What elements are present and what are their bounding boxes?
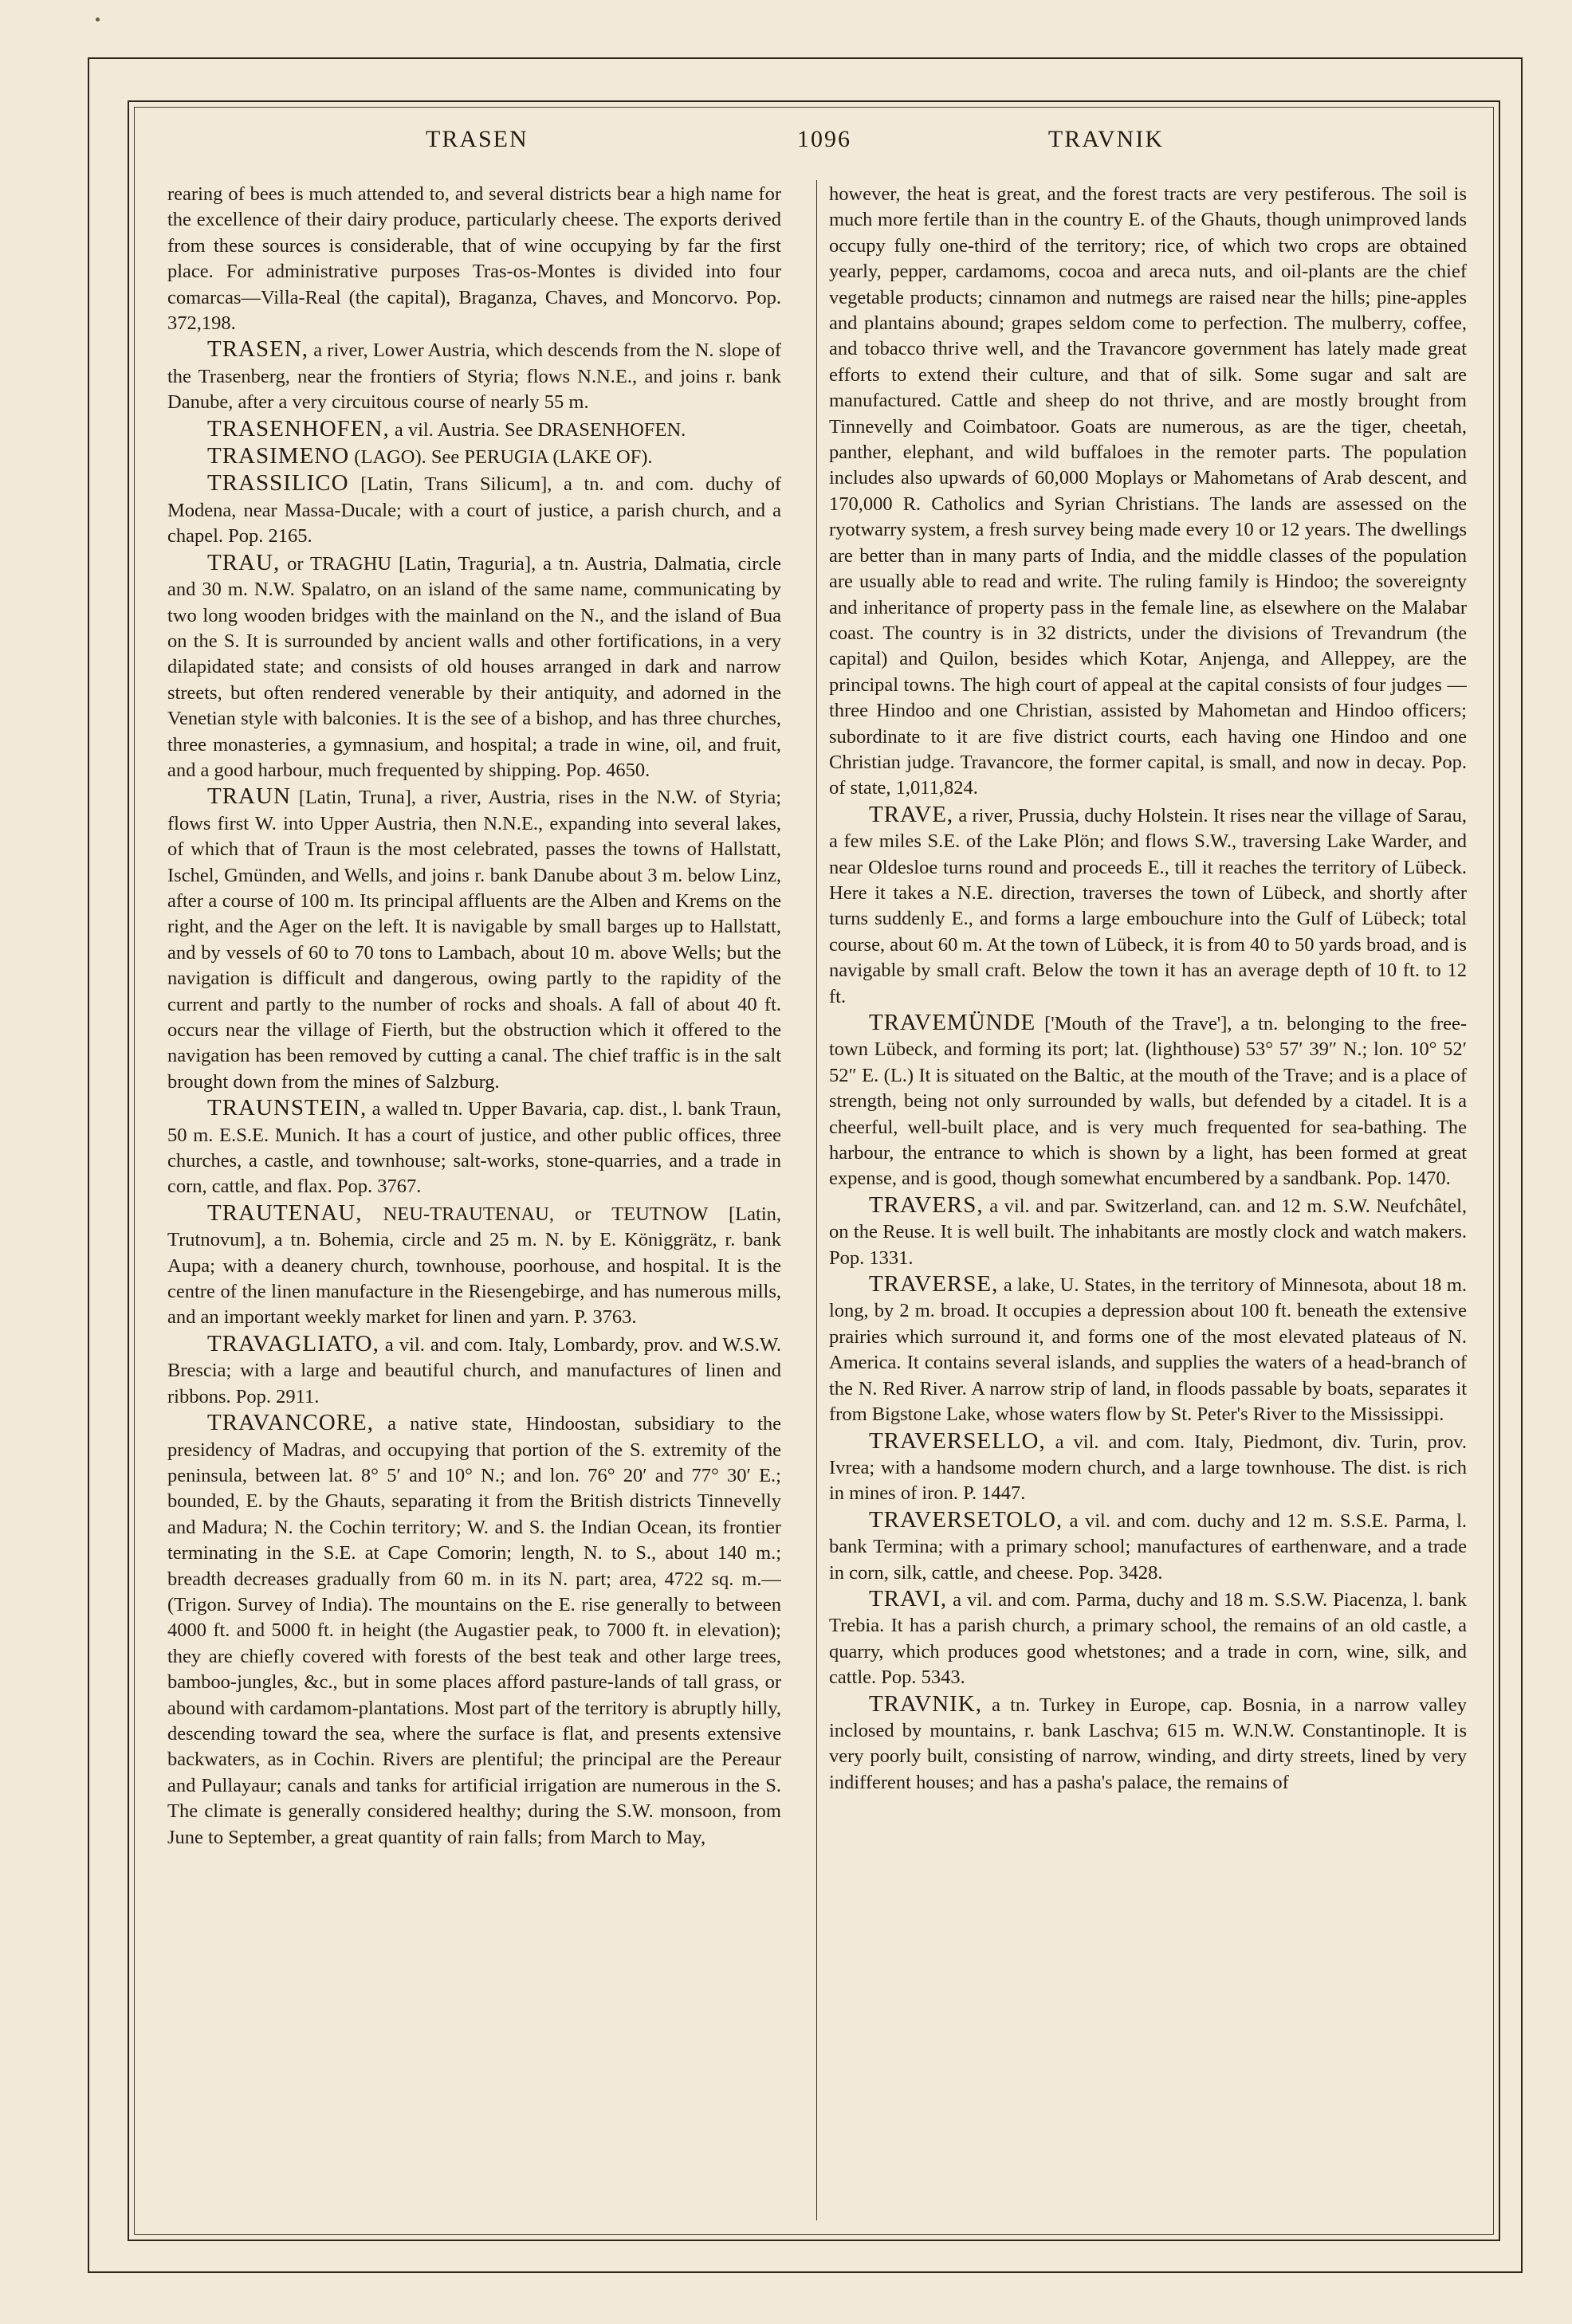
column-divider [816,180,817,2220]
running-header [136,126,1492,166]
gazetteer-entry [829,1507,1467,1586]
entry-text: rearing of bees is much attended to, and several districts bear a high name for the excellence of their dairy produce, particularly cheese. The exports derived from these sources is considerable, that of wine occupying by far the first place. For administrative purposes Tras-os-Montes is divided into four comarcas—Villa-Real (the capital), Braganza, Chaves, and Moncorvo. Pop. 372,198. [167,183,781,335]
entry-headword: TRASENHOFEN, [207,415,390,442]
entry-text: a tn. Turkey in Europe, cap. Bosnia, in a narrow valley inclosed by mountains, r. bank Laschva; 615 m. W.N.W. Constantinople. It is very poorly built, consisting of narrow, winding, and dirty streets, lined by very indifferent houses; and has a pasha's palace, the remains of [829,1694,1467,1793]
entry-text: a walled tn. Upper Bavaria, cap. dist., l. bank Traun, 50 m. E.S.E. Munich. It has a court of justice, and other public offices, three churches, a castle, and townhouse; salt-works, stone-quarries, and a trade in corn, cattle, and flax. Pop. 3767. [167,1098,781,1198]
entry-headword: TRAUNSTEIN, [207,1095,367,1121]
entry-headword: TRAVAGLIATO, [207,1330,379,1356]
entry-text: [Latin, Trans Silicum], a tn. and com. duchy of Modena, near Massa-Ducale; with a court of justice, a parish church, and a chapel. Pop. 2165. [167,473,781,548]
page-number: 1096 [797,126,851,152]
entry-text: a vil. and par. Switzerland, can. and 12 m. S.W. Neufchâtel, on the Reuse. It is well built. The inhabitants are mostly clock and watch makers. Pop. 1331. [829,1195,1467,1269]
entry-text: a vil. Austria. See DRASENHOFEN. [394,418,686,441]
gazetteer-entry [167,550,781,784]
entry-headword: TRASSILICO [207,470,349,497]
header-first-entry: TRASEN [426,126,529,152]
entry-text: [Latin, Truna], a river, Austria, rises in the N.W. of Styria; flows first W. into Upper Austria, then N.N.E., expanding into several lakes, of which that of Traun is the most celebrated, passes the towns of Hallstatt, Ischel, Gmünden, and Wells, and joins r. bank Danube about 3 m. below Linz, after a course of 100 m. Its principal affluents are the Alben and Krems on the right, and the Ager on the left. It is navigable by small barges up to Hallstatt, and by vessels of 60 to 70 tons to Lambach, about 10 m. above Wells; but the navigation is difficult and dangerous, owing partly to the rapidity of the current and partly to the number of rocks and shoals. A fall of about 40 ft. occurs near the village of Fierth, but the obstruction which it offered to the navigation has been removed by cutting a canal. The chief traffic is in the salt brought down from the mines of Salzburg. [167,787,781,1093]
entry-headword: TRAVERS, [869,1191,984,1218]
entry-headword: TRAU, [207,549,281,575]
entry-text: a river, Prussia, duchy Holstein. It rises near the village of Sarau, a few miles S.E. of the Lake Plön; and flows S.W., traversing Lake Warder, and near Oldesloe turns round and proceeds E., till it reaches the territory of Lübeck. Here it takes a N.E. direction, traverses the town of Lübeck, and shortly after turns suddenly E., and forms a large embouchure into the Gulf of Lübeck; total course, about 60 m. At the town of Lübeck, it is from 40 to 50 yards broad, and is navigable by small craft. Below the town it has an average depth of 10 ft. to 12 ft. [829,804,1467,1007]
gazetteer-entry [829,1010,1467,1192]
left-column [167,182,781,2222]
entry-text: a vil. and com. Italy, Piedmont, div. Turin, prov. Ivrea; with a handsome modern church, and a large townhouse. The dist. is rich in mines of iron. P. 1447. [829,1431,1467,1505]
entry-headword: TRAVEMÜNDE [869,1010,1036,1035]
gazetteer-entry [167,1331,781,1410]
entry-text: however, the heat is great, and the forest tracts are very pestiferous. The soil is much more fertile than in the country E. of the Ghauts, though unimproved lands occupy fully one-third of the territory; rice, of which two crops are obtained yearly, pepper, cardamoms, cocoa and areca nuts, and oil-plants are the chief vegetable products; cinnamon and nutmegs are raised near the hills; pine-apples and plantains abound; grapes seldom come to perfection. The mulberry, coffee, and tobacco thrive well, and the Travancore government has lately made great efforts to extend their culture, and that of silk. Some sugar and salt are manufactured. Cattle and sheep do not thrive, and are mostly brought from Tinnevelly and Coimbatoor. Goats are numerous, as are the tiger, cheetah, panther, elephant, and wild buffaloes in the remoter parts. The population includes also upwards of 60,000 Moplays or Mahometans of Arab descent, and 170,000 R. Catholics and Syrian Christians. The lands are assessed on the ryotwarry system, a fresh survey being made every 10 or 12 years. The dwellings are better than in many parts of India, and the middle classes of the population are usually able to read and write. The ruling family is Hindoo; the sovereignty and inheritance of property pass in the female line, as elsewhere on the Malabar coast. The country is in 32 districts, under the divisions of Trevandrum (the capital) and Quilon, besides which Kotar, Anjenga, and Alleppey, are the principal towns. The high court of appeal at the capital consists of four judges —three Hindoo and one Christian, assisted by Mahometan and Hindoo officers; subordinate to it are five district courts, each having one Hindoo and one Christian judge. Travancore, the former capital, is small, and now in decay. Pop. of state, 1,011,824. [829,183,1467,799]
entry-headword: TRAVERSE, [869,1271,999,1297]
entry-headword: TRAUN [207,783,291,810]
entry-text: ['Mouth of the Trave'], a tn. belonging to the free-town Lübeck, and forming its port; lat. (lighthouse) 53° 57′ 39″ N.; lon. 10° 52′ 52″ E. (L.) It is situated on the Baltic, at the mouth of the Trave; and is a place of strength, being not only surrounded by walls, but defended by a citadel. It is a cheerful, well-built place, and is very much frequented for sea-bathing. The harbour, the entrance to which is shown by a light, has been formed at great expense, and is good, though somewhat encumbered by a sandbank. Pop. 1470. [829,1013,1467,1190]
header-last-entry: TRAVNIK [1047,126,1164,152]
entry-text: or TRAGHU [Latin, Traguria], a tn. Austria, Dalmatia, circle and 30 m. N.W. Spalatro, on an island of the same name, communicating by two long wooden bridges with the mainland on the N., and the island of Bua on the S. It is surrounded by ancient walls and other fortifications, in a very dilapidated state; and consists of old houses arranged in dark and narrow streets, but often rendered venerable by their antiquity, and adorned in the Venetian style with balconies. It is the see of a bishop, and has three churches, three monasteries, a gymnasium, and hospital; a trade in wine, oil, and fruit, and a good harbour, much frequented by shipping. Pop. 4650. [167,552,781,781]
gazetteer-entry [829,1271,1467,1427]
entry-text: a native state, Hindoostan, subsidiary to the presidency of Madras, and occupying that portion of the S. extremity of the peninsula, between lat. 8° 5′ and 10° N.; and lon. 76° 20′ and 77° 30′ E.; bounded, E. by the Ghauts, separating it from the British districts Tinnevelly and Madura; N. the Cochin territory; W. and S. the Indian Ocean, its frontier terminating in the S.E. at Cape Comorin; length, N. to S., about 140 m.; breadth decreases gradually from 60 m. in its N. part; area, 4722 sq. m.—(Trigon. Survey of India). The mountains on the E. rise generally to between 4000 ft. and 5000 ft. in height (the Augastier peak, to 7000 ft. in elevation); they are chiefly covered with forests of the best teak and other large trees, bamboo-jungles, &c., but in some places afford pasture-lands of tall grass, or abound with cardamom-plantations. Most part of the territory is abruptly hilly, descending toward the sea, where the surface is flat, and presents extensive backwaters, as in Cochin. Rivers are plentiful; the principal are the Pereaur and Pullayaur; canals and tanks for artificial irrigation are numerous in the S. The climate is generally considered healthy; during the S.W. monsoon, from June to September, a great quantity of rain falls; from March to May, [167,1413,781,1848]
entry-headword: TRASIMENO [207,443,350,469]
gazetteer-entry [167,182,781,336]
gazetteer-entry [167,443,781,470]
right-column [829,182,1467,2222]
gazetteer-entry [829,1192,1467,1271]
gazetteer-entry [167,416,781,443]
gazetteer-entry [829,1691,1467,1796]
entry-headword: TRAVERSELLO, [869,1427,1046,1454]
entry-text: a vil. and com. Parma, duchy and 18 m. S.S.W. Piacenza, l. bank Trebia. It has a parish church, a primary school, the remains of an old castle, a quarry, which produces good whetstones; and a trade in corn, wine, silk, and cattle. Pop. 5343. [829,1588,1467,1689]
entry-headword: TRAVANCORE, [207,1410,374,1436]
gazetteer-entry [167,470,781,549]
entry-text: NEU-TRAUTENAU, or TEUTNOW [Latin, Trutnovum], a tn. Bohemia, circle and 25 m. N. by E. Königgrätz, r. bank Aupa; with a deanery church, townhouse, poorhouse, and hospital. It is the centre of the linen manufacture in the Riesengebirge, and has numerous mills, and an important weekly market for linen and yarn. P. 3763. [167,1203,781,1329]
gazetteer-entry [167,1200,781,1331]
gazetteer-entry [829,1586,1467,1691]
gazetteer-entry [167,783,781,1095]
entry-text: a vil. and com. Italy, Lombardy, prov. and W.S.W. Brescia; with a large and beautiful church, and manufactures of linen and ribbons. Pop. 2911. [167,1333,781,1407]
entry-headword: TRAUTENAU, [207,1199,363,1226]
entry-headword: TRAVERSETOLO, [869,1506,1063,1533]
entry-headword: TRAVNIK, [869,1690,982,1717]
entry-text: a river, Lower Austria, which descends from the N. slope of the Trasenberg, near the frontiers of Styria; flows N.N.E., and joins r. bank Danube, after a very circuitous course of nearly 55 m. [167,340,781,414]
gazetteer-entry [167,336,781,415]
entry-text: (LAGO). See PERUGIA (LAKE OF). [354,446,653,469]
gazetteer-entry [829,802,1467,1010]
gazetteer-entry [167,1095,781,1200]
gazetteer-entry [167,1410,781,1851]
entry-headword: TRAVE, [869,801,954,827]
entry-headword: TRASEN, [207,336,309,363]
gazetteer-entry [829,182,1467,802]
ink-speck [96,18,100,22]
entry-headword: TRAVI, [869,1585,948,1611]
gazetteer-entry [829,1428,1467,1507]
entry-text: a vil. and com. duchy and 12 m. S.S.E. Parma, l. bank Termina; with a primary school; manufactures of earthenware, and a trade in corn, silk, cattle, and cheese. Pop. 3428. [829,1509,1467,1584]
entry-text: a lake, U. States, in the territory of Minnesota, about 18 m. long, by 2 m. broad. It occupies a depression about 100 ft. beneath the extensive prairies which surround it, and forms one of the most elevated plateaus of N. America. It contains several islands, and supplies the waters of a head-branch of the N. Red River. A narrow strip of land, in floods passable by boats, separates it from Bigstone Lake, whose waters flow by St. Peter's River to the Mississippi. [829,1274,1467,1426]
